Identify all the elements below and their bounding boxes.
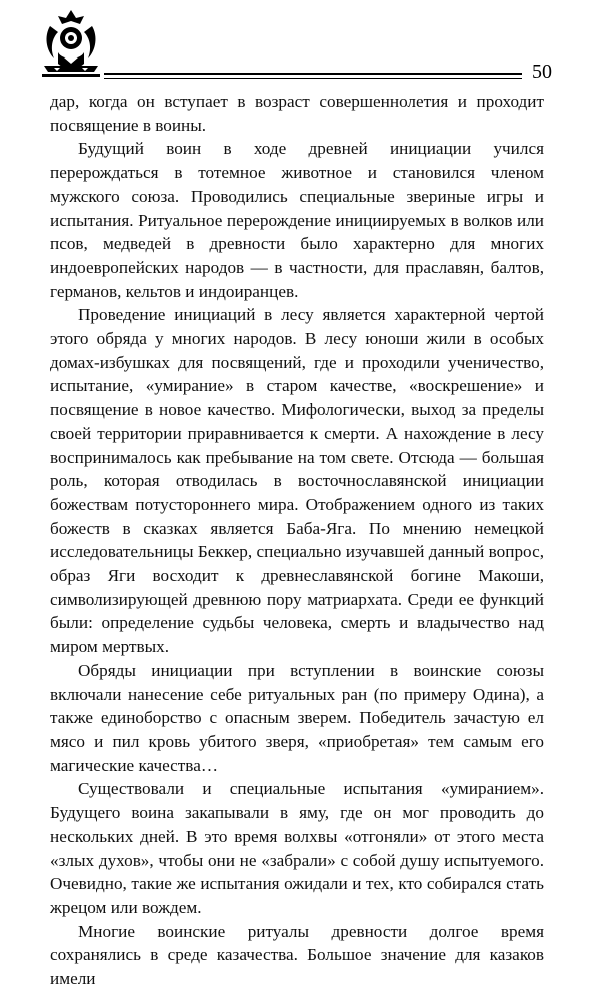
page-number: 50 bbox=[528, 62, 556, 82]
header-rule-thin bbox=[104, 78, 522, 79]
paragraph: Проведение инициаций в лесу является характерной чертой этого обряда у многих народов. В лесу юноши жили в особых домах-избушках для посвящений, где и проходили ученичество, испытание, «умирание» в старом качестве, «воскрешение» и посвящение в новое качество. Мифологически, выход за пределы своей территории приравнивается к смерти. А нахождение в лесу воспринималось как пребывание на том свете. Отсюда — большая роль, которая отводилась в восточнославянской инициации божествам потустороннего мира. Отображением одного из таких божеств в сказках является Баба-Яга. По мнению немецкой исследовательницы Беккер, специально изучавшей данный вопрос, образ Яги восходит к древнеславянской богине Макоши, символизирующей древнюю пору матриархата. Среди ее функций были: определение судьбы человека, смерть и владычество над миром мертвых. bbox=[50, 305, 544, 657]
paragraph: Многие воинские ритуалы древности долгое время сохранялись в среде казачества. Большое значение для казаков имели bbox=[50, 921, 544, 989]
ornament-emblem-icon bbox=[40, 8, 102, 82]
paragraph: дар, когда он вступает в возраст совершеннолетия и проходит посвящение в воины. bbox=[50, 92, 544, 135]
header-rule bbox=[104, 73, 522, 75]
paragraph: Будущий воин в ходе древней инициации учился перерождаться в тотемное животное и становился членом мужского союза. Проводились специальные звериные игры и испытания. Ритуальное перерождение инициируемых в волков или псов, медведей в древности было характерно для многих индоевропейских народов — в частности, для праславян, балтов, германов, кельтов и индоиранцев. bbox=[50, 139, 544, 301]
paragraph: Обряды инициации при вступлении в воинские союзы включали нанесение себе ритуальных ран (по примеру Одина), а также единоборство с опасным зверем. Победитель зачастую ел мясо и пил кровь убитого зверя, «приобретая» тем самым его магические качества… bbox=[50, 660, 544, 775]
page-header bbox=[40, 8, 560, 82]
body-text bbox=[50, 90, 544, 991]
paragraph: Существовали и специальные испытания «умиранием». Будущего воина закапывали в яму, где он мог проводить до нескольких дней. В это время волхвы «отгоняли» от этого места «злых духов», чтобы они не «забрали» с собой душу испытуемого. Очевидно, такие же испытания ожидали и тех, кто собирался стать жрецом или вождем. bbox=[50, 779, 544, 917]
